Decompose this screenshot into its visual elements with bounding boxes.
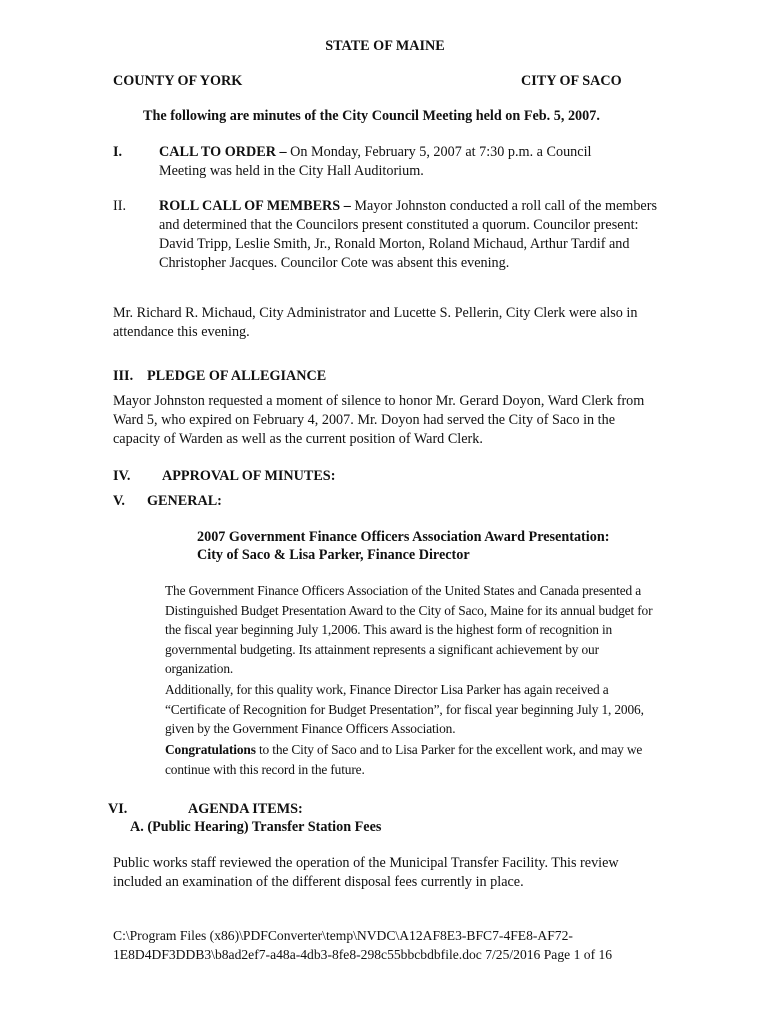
section-5-numeral: V. [113,493,125,509]
state-heading: STATE OF MAINE [325,38,445,54]
section-2-title: ROLL CALL OF MEMBERS – [159,198,351,214]
award-paragraph-1: The Government Finance Officers Association of the United States and Canada presented a Distinguished Budget Presentation Award to the City of Saco, Maine for its annual budget for the fiscal year beginning July 1,2006. This award is the highest form of recognition in governmental budgeting. Its attainment represents a significant achievement by our organization. [165,583,653,676]
award-paragraph-3 [165,740,660,779]
award-heading-line-2: City of Saco & Lisa Parker, Finance Director [197,547,470,563]
section-4-title: APPROVAL OF MINUTES: [162,468,336,484]
section-4-numeral: IV. [113,468,131,484]
section-2-paragraph [159,197,659,273]
section-1-title: CALL TO ORDER – [159,144,287,160]
award-heading-line-1: 2007 Government Finance Officers Association Award Presentation: [197,529,610,545]
section-1-numeral: I. [113,144,123,160]
section-2-body: Mayor Johnston conducted a roll call of the members and determined that the Councilors present constituted a quorum. Councilor present: David Tripp, Leslie Smith, Jr., Ronald Morton, Roland Michaud, Arthur Tardif and Christopher Jacques. Councilor Cote was absent this evening. [159,198,657,271]
section-3-numeral: III. [113,368,134,384]
county-heading: COUNTY OF YORK [113,73,243,89]
section-6-title: AGENDA ITEMS: [188,801,303,817]
footer-file-path: C:\Program Files (x86)\PDFConverter\temp\NVDC\A12AF8E3-BFC7-4FE8-AF72-1E8D4DF3DDB3\b8ad2ef7-a48a-4db3-8fe8-298c55bbcbdbfile.doc 7/25/2016 Page 1 of 16 [113,928,613,962]
section-5-title: GENERAL: [147,493,222,509]
section-2-numeral: II. [113,198,126,214]
section-3-body: Mayor Johnston requested a moment of silence to honor Mr. Gerard Doyon, Ward Clerk from Ward 5, who expired on February 4, 2007. Mr. Doyon had served the City of Saco in the capacity of Warden as well as the current position of Ward Clerk. [113,393,645,447]
congratulations-word: Congratulations [165,742,256,757]
attendance-paragraph: Mr. Richard R. Michaud, City Administrator and Lucette S. Pellerin, City Clerk were also in attendance this evening. [113,305,638,340]
award-paragraph-2: Additionally, for this quality work, Finance Director Lisa Parker has again received a “Certificate of Recognition for Budget Presentation”, for fiscal year beginning July 1, 2006, given by the Government Finance Officers Association. [165,682,644,736]
section-1-body: On Monday, February 5, 2007 at 7:30 p.m. a Council Meeting was held in the City Hall Auditorium. [159,144,592,179]
section-6-body: Public works staff reviewed the operation of the Municipal Transfer Facility. This review included an examination of the different disposal fees currently in place. [113,855,619,890]
section-6-numeral: VI. [108,801,128,817]
section-3-title: PLEDGE OF ALLEGIANCE [147,368,327,384]
agenda-item-a: A. (Public Hearing) Transfer Station Fees [130,819,382,835]
city-heading: CITY OF SACO [521,73,622,89]
congratulations-rest: to the City of Saco and to Lisa Parker for the excellent work, and may we continue with this record in the future. [165,742,643,777]
section-1-paragraph [159,143,639,181]
intro-line: The following are minutes of the City Council Meeting held on Feb. 5, 2007. [143,108,600,124]
